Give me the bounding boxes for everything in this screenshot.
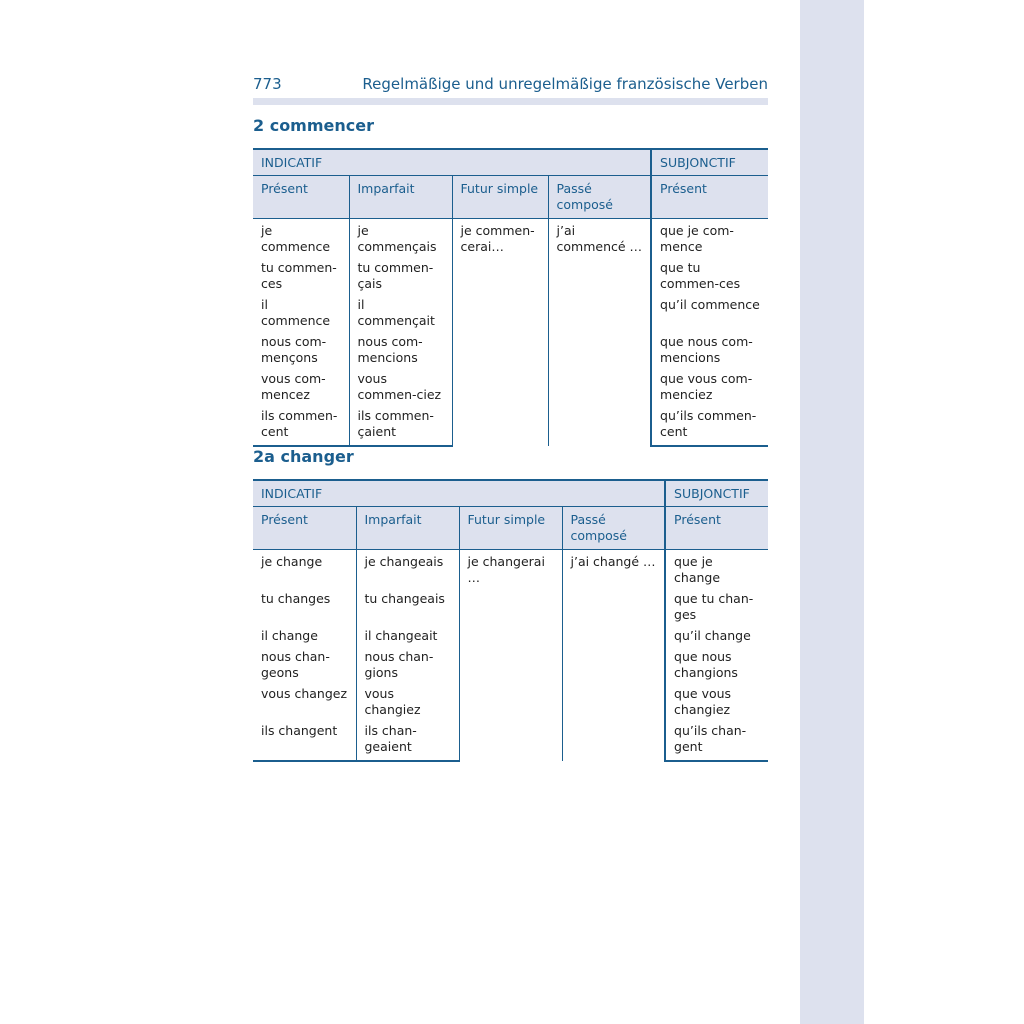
cell: tu changes (261, 591, 331, 606)
cell: que vous changiez (665, 682, 768, 719)
cell: que nous com-mencions (651, 330, 768, 367)
cell: tu changeais (356, 587, 459, 624)
mood-subjonctif: SUBJONCTIF (665, 480, 768, 507)
cell: que tu chan-ges (665, 587, 768, 624)
cell: ils commen-cent (253, 404, 349, 446)
cell: ils commen-çaient (349, 404, 452, 446)
mood-row (253, 149, 768, 176)
tense-passe-compose: Passé composé (548, 176, 651, 219)
cell: vous commen-ciez (349, 367, 452, 404)
mood-row (253, 480, 768, 507)
cell: il commence (261, 297, 331, 328)
tense-imparfait: Imparfait (349, 176, 452, 219)
cell: je commençais (349, 219, 452, 257)
tense-futur-simple: Futur simple (459, 507, 562, 550)
cell: j’ai changé … (562, 550, 665, 762)
cell: qu’il commence (651, 293, 768, 330)
conjugation-table-changer (253, 479, 768, 762)
cell: tu commen-çais (349, 256, 452, 293)
mood-indicatif: INDICATIF (253, 149, 651, 176)
cell: qu’il change (665, 624, 768, 645)
page-number: 773 (253, 75, 282, 93)
tense-futur-simple: Futur simple (452, 176, 548, 219)
cell: qu’ils commen-cent (651, 404, 768, 446)
mood-indicatif: INDICATIF (253, 480, 665, 507)
tense-present: Présent (253, 507, 356, 550)
cell: vous changez (261, 686, 348, 701)
cell: il changeait (356, 624, 459, 645)
cell: vous com-mencez (261, 371, 326, 402)
cell: je commen-cerai… (452, 219, 548, 447)
cell: je changeais (356, 550, 459, 588)
cell: que vous com-menciez (651, 367, 768, 404)
cell: tu commen-ces (261, 260, 337, 291)
mood-subjonctif: SUBJONCTIF (651, 149, 768, 176)
cell: nous chan-geons (261, 649, 330, 680)
tense-subjonctif-present: Présent (651, 176, 768, 219)
header-rule (253, 98, 768, 105)
cell: nous com-mencions (349, 330, 452, 367)
tense-subjonctif-present: Présent (665, 507, 768, 550)
section-title-changer: 2a changer (253, 447, 354, 466)
cell: qu’ils chan-gent (665, 719, 768, 761)
cell: je changerai … (459, 550, 562, 762)
cell: il change (261, 628, 318, 643)
page-edge-tab (800, 0, 864, 1024)
conjugation-table-commencer (253, 148, 768, 447)
tense-present: Présent (253, 176, 349, 219)
cell: ils chan-geaient (356, 719, 459, 761)
cell: je commence (261, 223, 331, 254)
cell: nous chan-gions (356, 645, 459, 682)
cell: que tu commen-ces (651, 256, 768, 293)
cell: ils changent (253, 719, 356, 761)
tense-passe-compose: Passé composé (562, 507, 665, 550)
cell: vous changiez (356, 682, 459, 719)
cell: que je change (665, 550, 768, 588)
tense-row (253, 176, 768, 219)
section-title-commencer: 2 commencer (253, 116, 374, 135)
tense-row (253, 507, 768, 550)
table-row (253, 550, 768, 588)
cell: il commençait (349, 293, 452, 330)
running-title: Regelmäßige und unregelmäßige französische Verben (362, 75, 768, 93)
tense-imparfait: Imparfait (356, 507, 459, 550)
table-row (253, 219, 768, 257)
cell: nous com-mençons (261, 334, 327, 365)
cell: que nous changions (665, 645, 768, 682)
cell: j’ai commencé … (548, 219, 651, 447)
cell: je change (261, 554, 323, 569)
cell: que je com-mence (651, 219, 768, 257)
